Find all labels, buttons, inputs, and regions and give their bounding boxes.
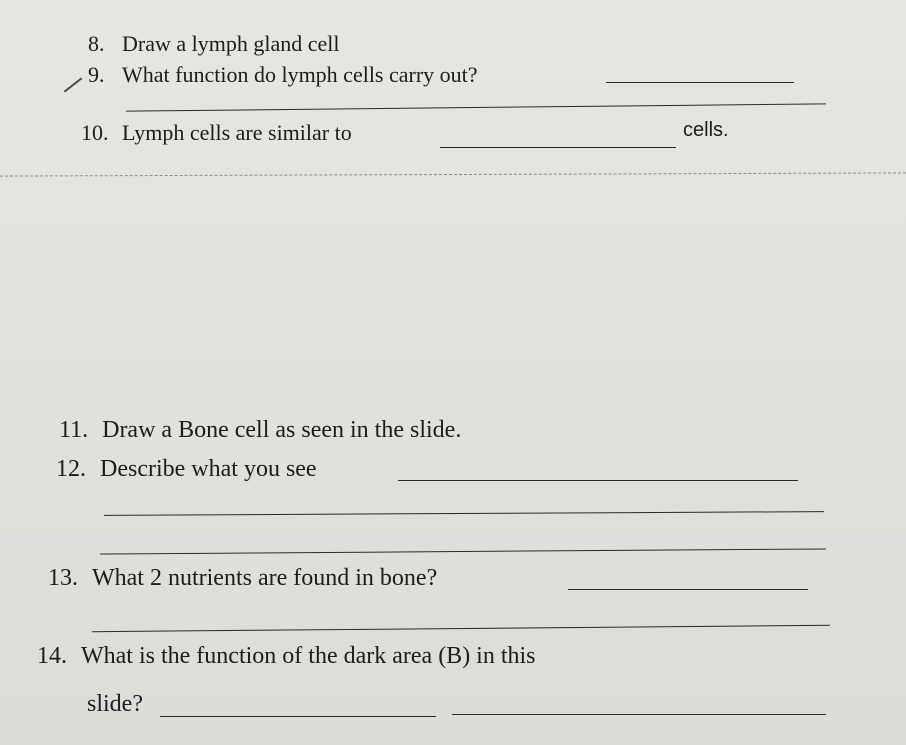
question-10-number: 10. xyxy=(81,120,109,145)
question-14-text-continued: slide? xyxy=(87,691,143,717)
pen-mark xyxy=(64,77,83,92)
question-10-text: Lymph cells are similar to xyxy=(122,120,352,145)
question-11-text: Draw a Bone cell as seen in the slide. xyxy=(102,417,462,443)
answer-line-9b[interactable] xyxy=(126,103,826,111)
question-9 xyxy=(88,64,478,86)
question-10 xyxy=(81,122,352,144)
question-14-number: 14. xyxy=(37,643,67,669)
question-8-text: Draw a lymph gland cell xyxy=(122,31,340,56)
question-13-text: What 2 nutrients are found in bone? xyxy=(92,565,438,591)
question-11-number: 11. xyxy=(59,417,89,443)
question-14-continued xyxy=(87,692,143,716)
question-12-number: 12. xyxy=(56,456,86,482)
question-12-text: Describe what you see xyxy=(100,456,317,482)
question-13-number: 13. xyxy=(48,565,78,591)
question-13 xyxy=(48,566,437,590)
question-11 xyxy=(59,418,461,442)
answer-line-14a[interactable] xyxy=(160,716,436,717)
answer-line-12a[interactable] xyxy=(398,480,798,481)
question-8-number: 8. xyxy=(88,31,105,56)
answer-line-12b[interactable] xyxy=(104,511,824,516)
answer-line-10[interactable] xyxy=(440,147,676,148)
answer-line-14b[interactable] xyxy=(452,714,826,715)
section-divider xyxy=(0,172,906,176)
question-12 xyxy=(56,457,317,481)
answer-line-13b[interactable] xyxy=(92,625,830,632)
question-10-suffix: cells. xyxy=(683,119,729,141)
answer-line-12c[interactable] xyxy=(100,548,826,554)
question-14 xyxy=(37,644,536,668)
question-8 xyxy=(88,33,340,55)
question-9-text: What function do lymph cells carry out? xyxy=(122,62,478,87)
answer-line-13a[interactable] xyxy=(568,589,808,590)
answer-line-9a[interactable] xyxy=(606,82,794,83)
question-14-text: What is the function of the dark area (B) in this xyxy=(81,643,536,669)
question-9-number: 9. xyxy=(88,62,105,87)
